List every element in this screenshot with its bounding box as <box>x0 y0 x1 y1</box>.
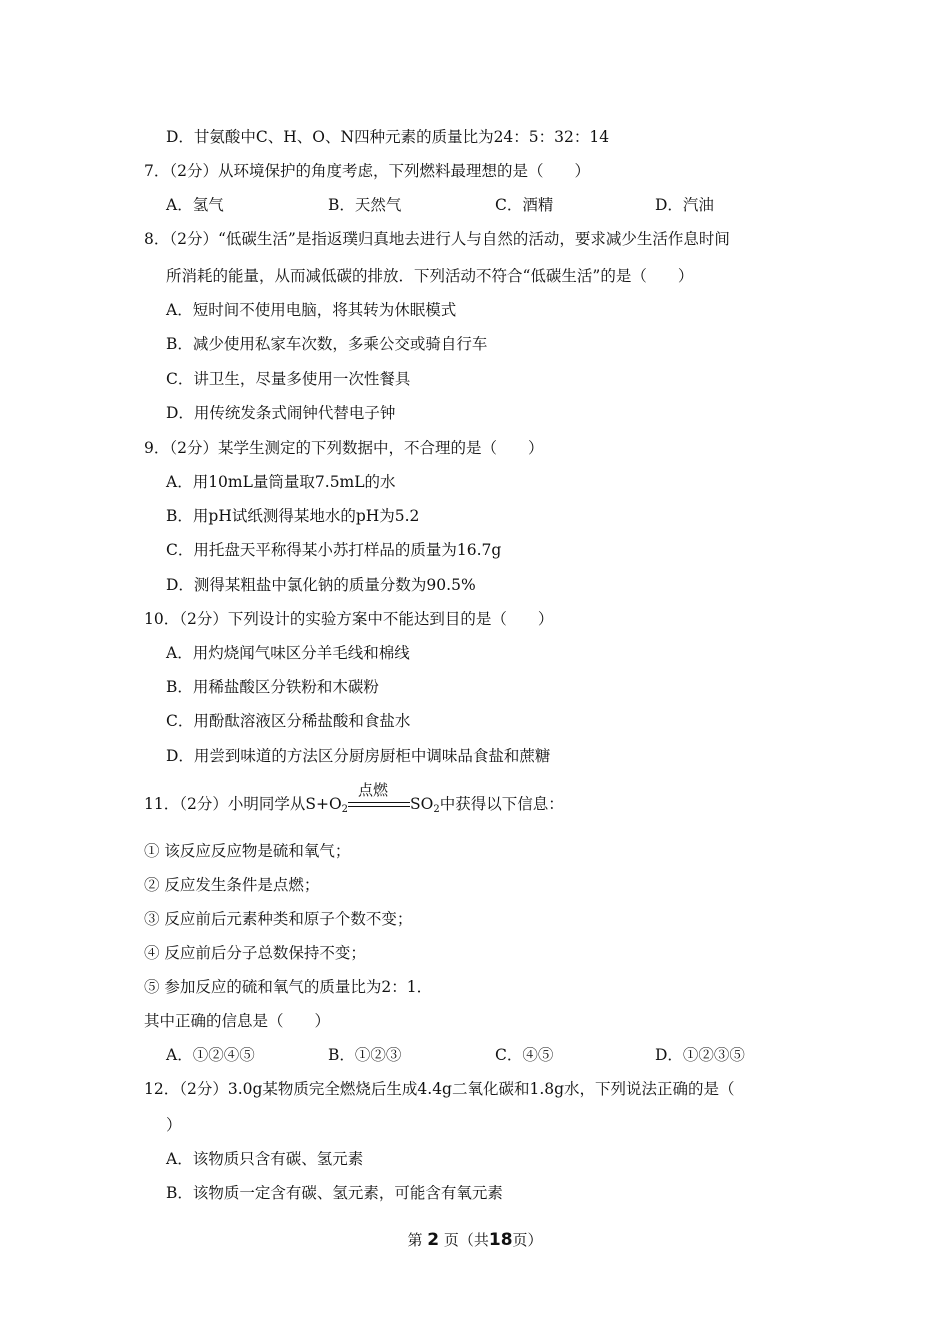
q12-stem-line2: ） <box>166 1116 182 1134</box>
q7-option-d: D．汽油 <box>655 196 714 214</box>
q9-option-a: A．用10mL量筒量取7.5mL的水 <box>166 473 396 491</box>
q11-question: 其中正确的信息是（ ） <box>144 1012 331 1030</box>
q9-option-d: D．测得某粗盐中氯化钠的质量分数为90.5% <box>166 576 476 594</box>
q9-option-b: B．用pH试纸测得某地水的pH为5.2 <box>166 507 420 525</box>
q10-option-d: D．用尝到味道的方法区分厨房厨柜中调味品食盐和蔗糖 <box>166 747 551 765</box>
q11-stem-suffix: 中获得以下信息： <box>439 795 564 813</box>
q12-option-a: A．该物质只含有碳、氢元素 <box>166 1150 364 1168</box>
total-page-count: 18 <box>488 1230 513 1250</box>
q10-option-c: C．用酚酞溶液区分稀盐酸和食盐水 <box>166 712 411 730</box>
q8-stem-line2: 所消耗的能量，从而减低碳的排放．下列活动不符合“低碳生活”的是（ ） <box>166 267 694 285</box>
reaction-condition: 点燃 <box>358 781 389 799</box>
q7-option-b: B．天然气 <box>328 196 402 214</box>
q11-option-b: B．①②③ <box>328 1046 402 1064</box>
page-footer: 第 2 页（共18页） <box>407 1230 543 1250</box>
q11-info-5: ⑤ 参加反应的硫和氧气的质量比为2：1． <box>144 978 433 996</box>
q11-stem-prefix: 11．（2分）小明同学从 <box>144 795 306 813</box>
q11-info-2: ② 反应发生条件是点燃； <box>144 876 320 894</box>
q7-option-c: C．酒精 <box>495 196 554 214</box>
reaction-arrow <box>348 781 410 814</box>
q8-option-d: D．用传统发条式闹钟代替电子钟 <box>166 404 396 422</box>
q11-product: $SO_2$ <box>410 795 440 815</box>
q10-option-a: A．用灼烧闻气味区分羊毛线和棉线 <box>166 644 410 662</box>
q11-info-4: ④ 反应前后分子总数保持不变； <box>144 944 366 962</box>
q11-option-a: A．①②④⑤ <box>166 1046 255 1064</box>
current-page-number: 2 <box>427 1230 440 1250</box>
q8-option-b: B．减少使用私家车次数，多乘公交或骑自行车 <box>166 335 488 353</box>
q12-stem-line1: 12．（2分）3.0g某物质完全燃烧后生成4.4g二氧化碳和1.8g水，下列说法正确的是（ <box>144 1080 735 1098</box>
q10-option-b: B．用稀盐酸区分铁粉和木碳粉 <box>166 678 379 696</box>
q7-stem: 7．（2分）从环境保护的角度考虑，下列燃料最理想的是（ ） <box>144 162 590 180</box>
q6-option-d: D．甘氨酸中C、H、O、N四种元素的质量比为24：5：32：14 <box>166 128 610 146</box>
q11-option-c: C．④⑤ <box>495 1046 554 1064</box>
q8-stem-line1: 8．（2分）“低碳生活”是指返璞归真地去进行人与自然的活动，要求减少生活作息时间 <box>144 230 730 248</box>
q12-option-b: B．该物质一定含有碳、氢元素，可能含有氧元素 <box>166 1184 503 1202</box>
q11-info-3: ③ 反应前后元素种类和原子个数不变； <box>144 910 413 928</box>
q11-option-d: D．①②③⑤ <box>655 1046 745 1064</box>
q9-option-c: C．用托盘天平称得某小苏打样品的质量为16.7g <box>166 541 502 559</box>
q8-option-c: C．讲卫生，尽量多使用一次性餐具 <box>166 370 411 388</box>
q10-stem: 10．（2分）下列设计的实验方案中不能达到目的是（ ） <box>144 610 554 628</box>
q11-stem <box>144 781 564 815</box>
q9-stem: 9．（2分）某学生测定的下列数据中，不合理的是（ ） <box>144 439 544 457</box>
q8-option-a: A．短时间不使用电脑，将其转为休眠模式 <box>166 301 457 319</box>
q7-option-a: A．氢气 <box>166 196 224 214</box>
q11-info-1: ① 该反应反应物是硫和氧气； <box>144 842 351 860</box>
q11-reactants: $S+O_2$ <box>305 795 349 815</box>
